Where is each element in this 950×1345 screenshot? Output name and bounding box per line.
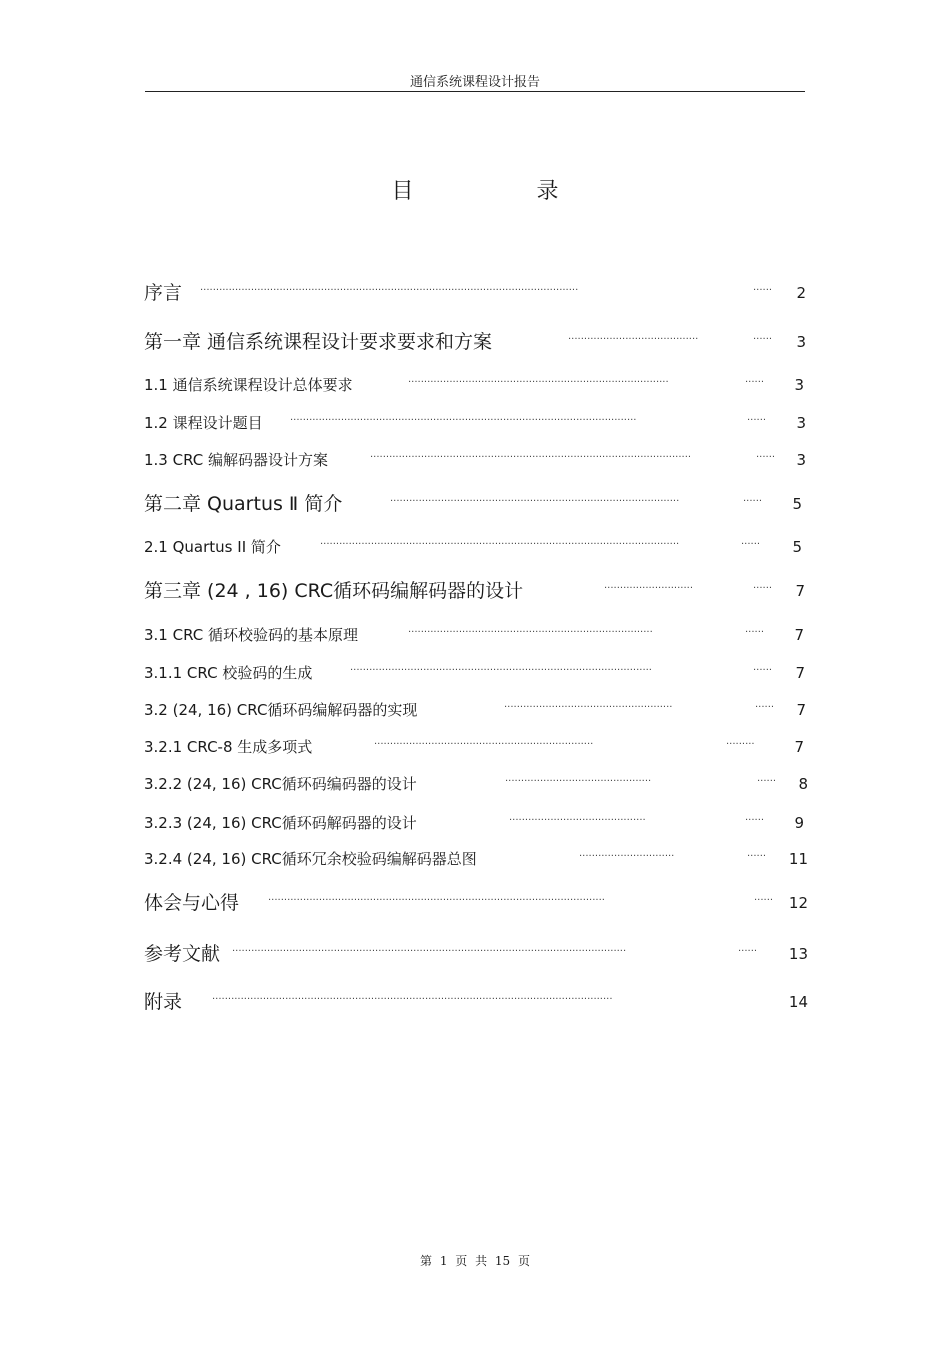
- toc-entry-label: 参考文献: [144, 943, 221, 965]
- toc-leader-dots: ··········································································································: [268, 895, 605, 906]
- toc-entry-label: 3.2.3 (24, 16) CRC循环码解码器的设计: [144, 814, 417, 832]
- toc-leader-dots-short: ······: [741, 539, 761, 550]
- toc-entry-page: 12: [788, 894, 808, 912]
- toc-entry-page: 9: [794, 814, 804, 832]
- toc-entry-page: 13: [788, 945, 808, 963]
- toc-entry-page: 3: [794, 376, 804, 394]
- toc-entry-label: 3.2.4 (24, 16) CRC循环冗余校验码编解码器总图: [144, 850, 477, 868]
- toc-leader-dots-short: ······: [753, 334, 773, 345]
- toc-entry-label: 3.1 CRC 循环校验码的基本原理: [144, 626, 359, 644]
- toc-entry[interactable]: [0, 445, 950, 475]
- toc-entry-page: 5: [792, 495, 802, 513]
- page-header: 通信系统课程设计报告: [409, 75, 540, 90]
- toc-entry[interactable]: [0, 939, 950, 969]
- toc-entry[interactable]: [0, 278, 950, 308]
- toc-entry[interactable]: [0, 408, 950, 438]
- page-footer: 第 1 页 共 15 页: [420, 1254, 530, 1268]
- toc-leader-dots-short: ······: [753, 665, 773, 676]
- toc-leader-dots-short: ······: [745, 815, 765, 826]
- toc-leader-dots: ··················································································: [408, 377, 669, 388]
- toc-entry[interactable]: [0, 769, 950, 799]
- toc-entry-page: 7: [795, 582, 805, 600]
- toc-leader-dots: ·············································································: [408, 627, 653, 638]
- toc-leader-dots: ·····································································································: [370, 452, 692, 463]
- toc-leader-dots: ·····················································: [504, 702, 673, 713]
- toc-leader-dots-short: ······: [738, 946, 758, 957]
- toc-leader-dots-short: ······: [747, 851, 767, 862]
- toc-entry-label: 第三章 (24 , 16) CRC循环码编解码器的设计: [144, 580, 524, 602]
- toc-leader-dots-short: ······: [753, 583, 773, 594]
- toc-entry[interactable]: [0, 576, 950, 606]
- toc-leader-dots-short: ······: [753, 285, 773, 296]
- toc-entry-page: 7: [795, 664, 805, 682]
- toc-entry-page: 7: [794, 626, 804, 644]
- toc-leader-dots: ·················································································································: [320, 539, 680, 550]
- toc-leader-dots-short: ······: [745, 627, 765, 638]
- toc-leader-dots: ·····································································: [374, 739, 594, 750]
- toc-entry[interactable]: [0, 808, 950, 838]
- toc-entry-label: 1.1 通信系统课程设计总体要求: [144, 376, 353, 394]
- toc-leader-dots: ·······················································································································: [200, 285, 579, 296]
- toc-entry-label: 附录: [144, 991, 183, 1013]
- toc-entry[interactable]: [0, 695, 950, 725]
- toc-leader-dots: ··············································: [505, 776, 652, 787]
- toc-entry-page: 14: [788, 993, 808, 1011]
- toc-entry[interactable]: [0, 844, 950, 874]
- header-rule: [145, 91, 805, 92]
- toc-entry-page: 8: [798, 775, 808, 793]
- toc-leader-dots: ···········································: [509, 815, 646, 826]
- toc-title: 目 录: [391, 179, 617, 204]
- toc-entry[interactable]: [0, 658, 950, 688]
- toc-entry-page: 3: [796, 451, 806, 469]
- toc-entry-label: 第一章 通信系统课程设计要求要求和方案: [144, 331, 493, 353]
- toc-entry[interactable]: [0, 370, 950, 400]
- toc-entry[interactable]: [0, 732, 950, 762]
- toc-entry-label: 3.1.1 CRC 校验码的生成: [144, 664, 313, 682]
- toc-entry-label: 序言: [144, 282, 183, 304]
- toc-entry-page: 3: [796, 414, 806, 432]
- toc-entry-page: 3: [796, 333, 806, 351]
- toc-leader-dots-short: ······: [754, 895, 774, 906]
- toc-entry-label: 1.2 课程设计题目: [144, 414, 263, 432]
- toc-entry-label: 2.1 Quartus II 简介: [144, 538, 281, 556]
- toc-entry-page: 7: [794, 738, 804, 756]
- toc-leader-dots-short: ······: [756, 452, 776, 463]
- toc-entry[interactable]: [0, 620, 950, 650]
- toc-entry-label: 第二章 Quartus Ⅱ 简介: [144, 493, 343, 515]
- toc-entry-page: 11: [788, 850, 808, 868]
- toc-leader-dots-short: ······: [755, 702, 775, 713]
- toc-leader-dots: ···························································································: [390, 496, 680, 507]
- toc-leader-dots: ·········································: [568, 334, 699, 345]
- toc-entry-label: 3.2.1 CRC-8 生成多项式: [144, 738, 313, 756]
- toc-entry-page: 7: [796, 701, 806, 719]
- toc-leader-dots-short: ······: [745, 377, 765, 388]
- toc-entry-label: 体会与心得: [144, 892, 240, 914]
- toc-leader-dots-short: ······: [743, 496, 763, 507]
- toc-entry[interactable]: [0, 888, 950, 918]
- toc-entry-label: 3.2 (24, 16) CRC循环码编解码器的实现: [144, 701, 418, 719]
- toc-entry-label: 3.2.2 (24, 16) CRC循环码编码器的设计: [144, 775, 417, 793]
- toc-leader-dots-short: ·········: [726, 739, 755, 750]
- toc-leader-dots: ······························: [579, 851, 675, 862]
- toc-entry-page: 2: [796, 284, 806, 302]
- toc-leader-dots-short: ······: [747, 415, 767, 426]
- toc-leader-dots: ·······························································································: [350, 665, 652, 676]
- toc-entry-label: 1.3 CRC 编解码器设计方案: [144, 451, 329, 469]
- toc-entry[interactable]: [0, 327, 950, 357]
- toc-leader-dots: ····························: [604, 583, 694, 594]
- toc-leader-dots: ······························································································································: [212, 994, 613, 1005]
- toc-leader-dots-short: ······: [757, 776, 777, 787]
- toc-entry[interactable]: [0, 987, 950, 1017]
- toc-leader-dots: ····························································································································: [232, 946, 627, 957]
- toc-leader-dots: ·············································································································: [290, 415, 637, 426]
- toc-entry[interactable]: [0, 489, 950, 519]
- toc-entry-page: 5: [792, 538, 802, 556]
- toc-entry[interactable]: [0, 532, 950, 562]
